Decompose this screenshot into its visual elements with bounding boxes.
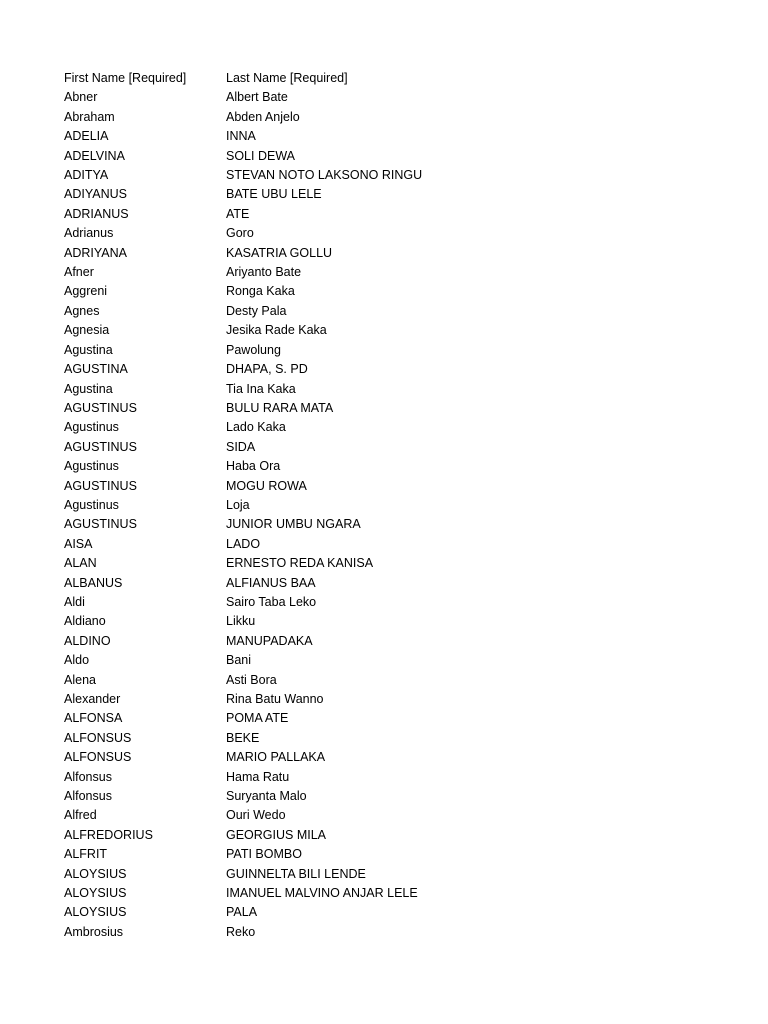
first-name-cell: Aldi <box>64 594 85 609</box>
last-name-cell: BEKE <box>226 730 260 745</box>
last-name-cell: DHAPA, S. PD <box>226 362 308 377</box>
first-name-cell: ALFONSUS <box>64 730 132 745</box>
last-name-cell: POMA ATE <box>226 711 289 726</box>
last-name-cell: IMANUEL MALVINO ANJAR LELE <box>226 886 418 901</box>
first-name-cell: Alfonsus <box>64 769 112 784</box>
first-name-cell: Agustinus <box>64 497 119 512</box>
first-name-cell: Alfred <box>64 808 97 823</box>
spreadsheet-page <box>64 69 744 942</box>
table-row <box>64 360 626 379</box>
table-row <box>64 88 626 107</box>
table-row <box>64 787 626 806</box>
last-name-cell: GEORGIUS MILA <box>226 827 327 842</box>
first-name-cell: Aggreni <box>64 284 108 299</box>
table-row <box>64 515 626 534</box>
last-name-cell: Bani <box>226 653 252 668</box>
first-name-cell: ADIYANUS <box>64 187 127 202</box>
last-name-cell: Ronga Kaka <box>226 284 295 299</box>
last-name-cell: Likku <box>226 614 256 629</box>
first-name-cell: ALFONSA <box>64 711 123 726</box>
last-name-cell: Jesika Rade Kaka <box>226 323 327 338</box>
first-name-cell: ADELIA <box>64 129 109 144</box>
last-name-cell: Hama Ratu <box>226 769 290 784</box>
last-name-cell: Abden Anjelo <box>226 109 300 124</box>
table-row <box>64 418 626 437</box>
last-name-cell: Desty Pala <box>226 303 287 318</box>
table-row <box>64 224 626 243</box>
table-row <box>64 457 626 476</box>
table-row <box>64 244 626 263</box>
table-row <box>64 302 626 321</box>
table-row <box>64 903 626 922</box>
first-name-cell: Agustina <box>64 381 113 396</box>
first-name-cell: Afner <box>64 265 94 280</box>
last-name-cell: MOGU ROWA <box>226 478 307 493</box>
table-row <box>64 205 626 224</box>
table-row <box>64 612 626 631</box>
last-name-cell: Haba Ora <box>226 459 281 474</box>
table-row <box>64 748 626 767</box>
table-row <box>64 108 626 127</box>
table-row <box>64 127 626 146</box>
last-name-cell: Ariyanto Bate <box>226 265 302 280</box>
first-name-cell: Ambrosius <box>64 924 124 939</box>
table-row <box>64 166 626 185</box>
first-name-cell: AGUSTINA <box>64 362 128 377</box>
table-row <box>64 477 626 496</box>
table-row <box>64 651 626 670</box>
first-name-header: First Name [Required] <box>64 71 187 85</box>
table-row <box>64 593 626 612</box>
first-name-cell: Agustina <box>64 342 113 357</box>
last-name-cell: Lado Kaka <box>226 420 286 435</box>
header-row <box>64 69 626 88</box>
table-row <box>64 263 626 282</box>
first-name-cell: AGUSTINUS <box>64 439 137 454</box>
table-row <box>64 147 626 166</box>
last-name-cell: BULU RARA MATA <box>226 400 334 415</box>
last-name-cell: ATE <box>226 206 250 221</box>
table-row <box>64 438 626 457</box>
table-row <box>64 845 626 864</box>
last-name-cell: GUINNELTA BILI LENDE <box>226 866 366 881</box>
last-name-header: Last Name [Required] <box>226 71 348 85</box>
last-name-cell: JUNIOR UMBU NGARA <box>226 517 361 532</box>
first-name-cell: ALFRIT <box>64 847 108 862</box>
table-row <box>64 671 626 690</box>
last-name-cell: ERNESTO REDA KANISA <box>226 556 374 571</box>
last-name-cell: SOLI DEWA <box>226 148 295 163</box>
last-name-cell: PALA <box>226 905 258 920</box>
last-name-cell: INNA <box>226 129 256 144</box>
table-row <box>64 341 626 360</box>
table-row <box>64 380 626 399</box>
first-name-cell: AGUSTINUS <box>64 400 137 415</box>
table-row <box>64 690 626 709</box>
first-name-cell: ADELVINA <box>64 148 125 163</box>
table-row <box>64 321 626 340</box>
table-row <box>64 282 626 301</box>
table-row <box>64 729 626 748</box>
first-name-cell: Agustinus <box>64 420 119 435</box>
last-name-cell: MARIO PALLAKA <box>226 750 326 765</box>
first-name-cell: ALOYSIUS <box>64 905 127 920</box>
last-name-cell: Sairo Taba Leko <box>226 594 317 609</box>
table-row <box>64 554 626 573</box>
name-table <box>64 69 626 942</box>
last-name-cell: STEVAN NOTO LAKSONO RINGU <box>226 168 423 183</box>
table-row <box>64 826 626 845</box>
table-row <box>64 884 626 903</box>
first-name-cell: Abner <box>64 90 98 105</box>
last-name-cell: MANUPADAKA <box>226 633 313 648</box>
last-name-cell: Albert Bate <box>226 90 288 105</box>
table-row <box>64 768 626 787</box>
first-name-cell: Alfonsus <box>64 789 112 804</box>
last-name-cell: Ouri Wedo <box>226 808 286 823</box>
first-name-cell: Agnesia <box>64 323 110 338</box>
first-name-cell: ADITYA <box>64 168 109 183</box>
first-name-cell: AISA <box>64 536 93 551</box>
first-name-cell: Agnes <box>64 303 100 318</box>
first-name-cell: Agustinus <box>64 459 119 474</box>
first-name-cell: Alexander <box>64 692 121 706</box>
table-row <box>64 185 626 204</box>
first-name-cell: ALAN <box>64 556 97 571</box>
last-name-cell: PATI BOMBO <box>226 847 302 862</box>
table-row <box>64 709 626 728</box>
last-name-cell: Asti Bora <box>226 672 277 687</box>
table-row <box>64 923 626 942</box>
last-name-cell: Goro <box>226 226 254 241</box>
table-row <box>64 574 626 593</box>
first-name-cell: ADRIANUS <box>64 206 129 221</box>
first-name-cell: Aldo <box>64 653 90 668</box>
table-row <box>64 535 626 554</box>
first-name-cell: Adrianus <box>64 226 114 241</box>
first-name-cell: ALFREDORIUS <box>64 827 153 842</box>
last-name-cell: Rina Batu Wanno <box>226 692 324 706</box>
first-name-cell: ALDINO <box>64 633 111 648</box>
first-name-cell: Alena <box>64 672 96 687</box>
table-row <box>64 806 626 825</box>
last-name-cell: KASATRIA GOLLU <box>226 245 333 260</box>
last-name-cell: SIDA <box>226 439 256 454</box>
table-row <box>64 632 626 651</box>
last-name-cell: LADO <box>226 536 261 551</box>
last-name-cell: Tia Ina Kaka <box>226 381 296 396</box>
last-name-cell: Reko <box>226 924 256 939</box>
last-name-cell: ALFIANUS BAA <box>226 575 316 590</box>
first-name-cell: ALFONSUS <box>64 750 132 765</box>
first-name-cell: ALBANUS <box>64 575 123 590</box>
first-name-cell: Aldiano <box>64 614 106 629</box>
table-row <box>64 399 626 418</box>
last-name-cell: Suryanta Malo <box>226 789 307 804</box>
table-body <box>64 88 626 942</box>
table-row <box>64 496 626 515</box>
first-name-cell: ALOYSIUS <box>64 866 127 881</box>
first-name-cell: Abraham <box>64 109 115 124</box>
first-name-cell: AGUSTINUS <box>64 478 137 493</box>
table-row <box>64 865 626 884</box>
last-name-cell: BATE UBU LELE <box>226 187 322 202</box>
first-name-cell: ADRIYANA <box>64 245 127 260</box>
last-name-cell: Pawolung <box>226 342 281 357</box>
first-name-cell: ALOYSIUS <box>64 886 127 901</box>
last-name-cell: Loja <box>226 497 250 512</box>
first-name-cell: AGUSTINUS <box>64 517 137 532</box>
